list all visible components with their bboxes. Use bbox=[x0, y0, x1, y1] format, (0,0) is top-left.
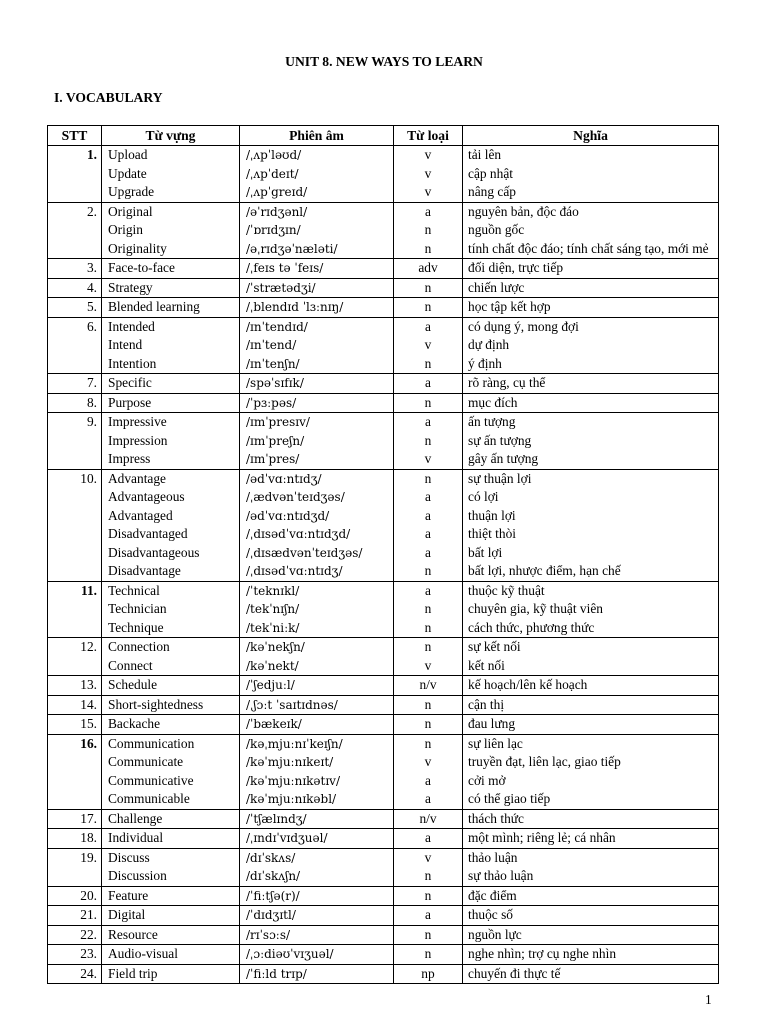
vocab-pos: a bbox=[394, 772, 463, 791]
vocab-word: Update bbox=[102, 165, 240, 184]
vocab-meaning: cởi mở bbox=[463, 772, 719, 791]
vocab-pos: a bbox=[394, 544, 463, 563]
vocab-word: Short-sightedness bbox=[102, 695, 240, 715]
vocab-ipa: /əˌrɪdʒəˈnæləti/ bbox=[240, 240, 394, 259]
vocab-ipa: /kəˈmjuːnɪkəbl/ bbox=[240, 790, 394, 809]
vocab-pos: n/v bbox=[394, 809, 463, 829]
header-pos: Từ loại bbox=[394, 126, 463, 146]
vocab-ipa: /rɪˈsɔːs/ bbox=[240, 925, 394, 945]
entry-number bbox=[48, 790, 102, 809]
entry-number: 11. bbox=[48, 581, 102, 600]
table-row bbox=[48, 753, 719, 772]
vocab-pos: n bbox=[394, 715, 463, 735]
vocab-word: Original bbox=[102, 202, 240, 221]
vocab-word: Disadvantageous bbox=[102, 544, 240, 563]
entry-number bbox=[48, 432, 102, 451]
vocab-ipa: /ɪmˈpres/ bbox=[240, 450, 394, 469]
table-row bbox=[48, 202, 719, 221]
vocab-ipa: /ˈfiːtʃə(r)/ bbox=[240, 886, 394, 906]
vocab-word: Impress bbox=[102, 450, 240, 469]
vocab-word: Connect bbox=[102, 657, 240, 676]
table-row bbox=[48, 600, 719, 619]
vocab-word: Upgrade bbox=[102, 183, 240, 202]
vocab-pos: v bbox=[394, 657, 463, 676]
entry-number: 3. bbox=[48, 259, 102, 279]
vocab-ipa: /kəˌmjuːnɪˈkeɪʃn/ bbox=[240, 734, 394, 753]
vocab-meaning: bất lợi, nhược điểm, hạn chế bbox=[463, 562, 719, 581]
vocab-word: Field trip bbox=[102, 964, 240, 984]
entry-number bbox=[48, 450, 102, 469]
vocab-pos: a bbox=[394, 790, 463, 809]
header-stt: STT bbox=[48, 126, 102, 146]
entry-number bbox=[48, 772, 102, 791]
entry-number bbox=[48, 240, 102, 259]
vocab-meaning: sự kết nối bbox=[463, 638, 719, 657]
vocab-pos: a bbox=[394, 906, 463, 926]
vocab-ipa: /ˌʌpˈgreɪd/ bbox=[240, 183, 394, 202]
vocab-pos: a bbox=[394, 507, 463, 526]
vocab-word: Resource bbox=[102, 925, 240, 945]
vocab-ipa: /ˌʌpˈləʊd/ bbox=[240, 146, 394, 165]
table-row bbox=[48, 638, 719, 657]
vocab-ipa: /ˈteknɪkl/ bbox=[240, 581, 394, 600]
vocab-ipa: /ˌʃɔːt ˈsaɪtɪdnəs/ bbox=[240, 695, 394, 715]
vocab-word: Purpose bbox=[102, 393, 240, 413]
table-row bbox=[48, 221, 719, 240]
vocab-pos: v bbox=[394, 848, 463, 867]
page-number: 1 bbox=[705, 992, 712, 1007]
vocab-word: Impressive bbox=[102, 413, 240, 432]
vocab-word: Advantageous bbox=[102, 488, 240, 507]
vocab-word: Intended bbox=[102, 317, 240, 336]
vocab-pos: v bbox=[394, 165, 463, 184]
vocab-ipa: /dɪˈskʌs/ bbox=[240, 848, 394, 867]
vocab-pos: n/v bbox=[394, 676, 463, 696]
vocab-word: Advantage bbox=[102, 469, 240, 488]
vocab-ipa: /ɪmˈpreʃn/ bbox=[240, 432, 394, 451]
entry-number: 24. bbox=[48, 964, 102, 984]
table-row bbox=[48, 619, 719, 638]
vocab-word: Digital bbox=[102, 906, 240, 926]
vocab-word: Communicate bbox=[102, 753, 240, 772]
vocab-word: Origin bbox=[102, 221, 240, 240]
entry-number bbox=[48, 657, 102, 676]
vocab-meaning: học tập kết hợp bbox=[463, 298, 719, 318]
vocab-ipa: /ɪnˈtendɪd/ bbox=[240, 317, 394, 336]
vocab-word: Impression bbox=[102, 432, 240, 451]
table-row bbox=[48, 317, 719, 336]
table-row bbox=[48, 772, 719, 791]
vocab-meaning: nâng cấp bbox=[463, 183, 719, 202]
entry-number: 13. bbox=[48, 676, 102, 696]
vocab-ipa: /kəˈmjuːnɪkeɪt/ bbox=[240, 753, 394, 772]
entry-number bbox=[48, 600, 102, 619]
vocab-ipa: /ˈʃedjuːl/ bbox=[240, 676, 394, 696]
vocab-word: Individual bbox=[102, 829, 240, 849]
entry-number bbox=[48, 165, 102, 184]
table-row bbox=[48, 676, 719, 696]
vocab-meaning: nguyên bản, độc đáo bbox=[463, 202, 719, 221]
vocab-meaning: đặc điểm bbox=[463, 886, 719, 906]
vocab-pos: n bbox=[394, 393, 463, 413]
vocab-pos: a bbox=[394, 525, 463, 544]
entry-number bbox=[48, 544, 102, 563]
vocab-word: Originality bbox=[102, 240, 240, 259]
vocab-ipa: /ɪmˈpresɪv/ bbox=[240, 413, 394, 432]
table-row bbox=[48, 278, 719, 298]
entry-number: 7. bbox=[48, 374, 102, 394]
entry-number: 22. bbox=[48, 925, 102, 945]
vocab-meaning: mục đích bbox=[463, 393, 719, 413]
vocab-ipa: /ˌfeɪs tə ˈfeɪs/ bbox=[240, 259, 394, 279]
vocab-ipa: /tekˈnɪʃn/ bbox=[240, 600, 394, 619]
vocab-ipa: /ˌɪndɪˈvɪdʒuəl/ bbox=[240, 829, 394, 849]
vocab-word: Technician bbox=[102, 600, 240, 619]
table-row bbox=[48, 355, 719, 374]
vocab-word: Communicable bbox=[102, 790, 240, 809]
table-row bbox=[48, 336, 719, 355]
vocab-pos: n bbox=[394, 945, 463, 965]
vocab-meaning: thiệt thòi bbox=[463, 525, 719, 544]
vocab-meaning: nguồn lực bbox=[463, 925, 719, 945]
vocab-pos: a bbox=[394, 829, 463, 849]
vocab-meaning: rõ ràng, cụ thể bbox=[463, 374, 719, 394]
vocab-meaning: thuộc kỹ thuật bbox=[463, 581, 719, 600]
vocab-ipa: /ɪnˈtenʃn/ bbox=[240, 355, 394, 374]
vocab-meaning: thảo luận bbox=[463, 848, 719, 867]
entry-number bbox=[48, 183, 102, 202]
vocab-word: Technical bbox=[102, 581, 240, 600]
vocab-ipa: /ˌdɪsədˈvɑːntɪdʒd/ bbox=[240, 525, 394, 544]
vocab-word: Backache bbox=[102, 715, 240, 735]
table-row bbox=[48, 925, 719, 945]
table-row bbox=[48, 829, 719, 849]
vocab-ipa: /ˌdɪsædvənˈteɪdʒəs/ bbox=[240, 544, 394, 563]
table-row bbox=[48, 657, 719, 676]
vocab-meaning: cập nhật bbox=[463, 165, 719, 184]
vocab-meaning: gây ấn tượng bbox=[463, 450, 719, 469]
vocab-pos: v bbox=[394, 450, 463, 469]
vocab-pos: a bbox=[394, 581, 463, 600]
vocab-word: Connection bbox=[102, 638, 240, 657]
vocab-meaning: có dụng ý, mong đợi bbox=[463, 317, 719, 336]
table-row bbox=[48, 809, 719, 829]
vocab-pos: v bbox=[394, 146, 463, 165]
entry-number: 9. bbox=[48, 413, 102, 432]
entry-number: 2. bbox=[48, 202, 102, 221]
vocab-meaning: bất lợi bbox=[463, 544, 719, 563]
vocab-ipa: /ˌɔːdiəʊˈvɪʒuəl/ bbox=[240, 945, 394, 965]
vocab-meaning: chuyên gia, kỹ thuật viên bbox=[463, 600, 719, 619]
vocab-meaning: dự định bbox=[463, 336, 719, 355]
table-row bbox=[48, 867, 719, 886]
table-row bbox=[48, 450, 719, 469]
vocab-ipa: /ˈtʃælɪndʒ/ bbox=[240, 809, 394, 829]
vocab-meaning: kết nối bbox=[463, 657, 719, 676]
entry-number: 16. bbox=[48, 734, 102, 753]
table-row bbox=[48, 393, 719, 413]
vocab-meaning: nghe nhìn; trợ cụ nghe nhìn bbox=[463, 945, 719, 965]
vocab-word: Face-to-face bbox=[102, 259, 240, 279]
vocab-ipa: /tekˈniːk/ bbox=[240, 619, 394, 638]
entry-number: 20. bbox=[48, 886, 102, 906]
vocab-ipa: /dɪˈskʌʃn/ bbox=[240, 867, 394, 886]
document-title: UNIT 8. NEW WAYS TO LEARN bbox=[285, 54, 483, 69]
header-word: Từ vựng bbox=[102, 126, 240, 146]
vocab-pos: n bbox=[394, 619, 463, 638]
table-row bbox=[48, 432, 719, 451]
vocab-pos: a bbox=[394, 413, 463, 432]
vocab-meaning: sự thảo luận bbox=[463, 867, 719, 886]
vocab-meaning: thuận lợi bbox=[463, 507, 719, 526]
vocab-word: Schedule bbox=[102, 676, 240, 696]
table-row bbox=[48, 790, 719, 809]
table-row bbox=[48, 469, 719, 488]
vocab-word: Intention bbox=[102, 355, 240, 374]
entry-number: 8. bbox=[48, 393, 102, 413]
entry-number: 10. bbox=[48, 469, 102, 488]
vocab-ipa: /ˌædvənˈteɪdʒəs/ bbox=[240, 488, 394, 507]
table-row bbox=[48, 413, 719, 432]
vocab-pos: n bbox=[394, 432, 463, 451]
vocab-pos: n bbox=[394, 278, 463, 298]
vocab-meaning: một mình; riêng lẻ; cá nhân bbox=[463, 829, 719, 849]
vocab-ipa: /kəˈnekt/ bbox=[240, 657, 394, 676]
vocab-meaning: tính chất độc đáo; tính chất sáng tạo, mới mẻ bbox=[463, 240, 719, 259]
entry-number: 15. bbox=[48, 715, 102, 735]
entry-number bbox=[48, 867, 102, 886]
vocab-pos: adv bbox=[394, 259, 463, 279]
entry-number bbox=[48, 336, 102, 355]
table-row bbox=[48, 562, 719, 581]
table-row bbox=[48, 165, 719, 184]
vocab-word: Challenge bbox=[102, 809, 240, 829]
vocab-pos: n bbox=[394, 221, 463, 240]
vocab-meaning: thuộc số bbox=[463, 906, 719, 926]
vocab-word: Disadvantage bbox=[102, 562, 240, 581]
vocab-meaning: sự liên lạc bbox=[463, 734, 719, 753]
vocab-pos: v bbox=[394, 336, 463, 355]
vocab-meaning: nguồn gốc bbox=[463, 221, 719, 240]
table-row bbox=[48, 906, 719, 926]
entry-number: 4. bbox=[48, 278, 102, 298]
entry-number bbox=[48, 562, 102, 581]
vocab-pos: a bbox=[394, 374, 463, 394]
table-row bbox=[48, 544, 719, 563]
vocab-ipa: /ɪnˈtend/ bbox=[240, 336, 394, 355]
vocab-meaning: có thể giao tiếp bbox=[463, 790, 719, 809]
vocab-pos: v bbox=[394, 183, 463, 202]
vocab-word: Communicative bbox=[102, 772, 240, 791]
entry-number: 5. bbox=[48, 298, 102, 318]
vocab-pos: n bbox=[394, 886, 463, 906]
table-row bbox=[48, 695, 719, 715]
vocab-ipa: /kəˈnekʃn/ bbox=[240, 638, 394, 657]
vocab-meaning: kế hoạch/lên kế hoạch bbox=[463, 676, 719, 696]
table-row bbox=[48, 488, 719, 507]
table-row bbox=[48, 183, 719, 202]
table-row bbox=[48, 146, 719, 165]
entry-number: 19. bbox=[48, 848, 102, 867]
table-row bbox=[48, 964, 719, 984]
entry-number: 23. bbox=[48, 945, 102, 965]
vocab-ipa: /ˌblendɪd ˈlɜːnɪŋ/ bbox=[240, 298, 394, 318]
table-row bbox=[48, 259, 719, 279]
vocab-pos: v bbox=[394, 753, 463, 772]
table-row bbox=[48, 581, 719, 600]
vocab-word: Strategy bbox=[102, 278, 240, 298]
table-row bbox=[48, 886, 719, 906]
entry-number bbox=[48, 507, 102, 526]
vocab-pos: n bbox=[394, 695, 463, 715]
vocab-pos: n bbox=[394, 734, 463, 753]
entry-number bbox=[48, 355, 102, 374]
table-row bbox=[48, 715, 719, 735]
header-meaning: Nghĩa bbox=[463, 126, 719, 146]
table-row bbox=[48, 507, 719, 526]
entry-number: 12. bbox=[48, 638, 102, 657]
vocab-pos: a bbox=[394, 488, 463, 507]
vocab-meaning: ấn tượng bbox=[463, 413, 719, 432]
vocab-word: Communication bbox=[102, 734, 240, 753]
vocab-meaning: có lợi bbox=[463, 488, 719, 507]
vocab-ipa: /ˈstrætədʒi/ bbox=[240, 278, 394, 298]
entry-number: 18. bbox=[48, 829, 102, 849]
vocab-pos: n bbox=[394, 600, 463, 619]
entry-number: 1. bbox=[48, 146, 102, 165]
vocab-pos: n bbox=[394, 298, 463, 318]
table-row bbox=[48, 525, 719, 544]
vocab-ipa: /ˌʌpˈdeɪt/ bbox=[240, 165, 394, 184]
vocab-word: Upload bbox=[102, 146, 240, 165]
entry-number bbox=[48, 221, 102, 240]
table-row bbox=[48, 298, 719, 318]
vocab-ipa: /ˈbækeɪk/ bbox=[240, 715, 394, 735]
header-ipa: Phiên âm bbox=[240, 126, 394, 146]
vocab-pos: a bbox=[394, 202, 463, 221]
vocab-word: Technique bbox=[102, 619, 240, 638]
vocabulary-table bbox=[47, 125, 719, 984]
entry-number: 21. bbox=[48, 906, 102, 926]
table-row bbox=[48, 374, 719, 394]
vocab-ipa: /ˌdɪsədˈvɑːntɪdʒ/ bbox=[240, 562, 394, 581]
vocab-meaning: chiến lược bbox=[463, 278, 719, 298]
vocab-meaning: thách thức bbox=[463, 809, 719, 829]
vocab-ipa: /ˈdɪdʒɪtl/ bbox=[240, 906, 394, 926]
vocab-meaning: sự thuận lợi bbox=[463, 469, 719, 488]
entry-number: 14. bbox=[48, 695, 102, 715]
vocab-pos: np bbox=[394, 964, 463, 984]
vocab-pos: n bbox=[394, 925, 463, 945]
vocab-meaning: cận thị bbox=[463, 695, 719, 715]
vocab-meaning: đau lưng bbox=[463, 715, 719, 735]
table-row bbox=[48, 848, 719, 867]
table-row bbox=[48, 945, 719, 965]
vocab-meaning: đối diện, trực tiếp bbox=[463, 259, 719, 279]
table-header-row bbox=[48, 126, 719, 146]
table-row bbox=[48, 240, 719, 259]
vocab-ipa: /ədˈvɑːntɪdʒd/ bbox=[240, 507, 394, 526]
vocab-pos: a bbox=[394, 317, 463, 336]
entry-number bbox=[48, 525, 102, 544]
vocab-word: Disadvantaged bbox=[102, 525, 240, 544]
section-heading: I. VOCABULARY bbox=[54, 90, 163, 105]
vocab-ipa: /ˈfiːld trɪp/ bbox=[240, 964, 394, 984]
vocab-word: Discussion bbox=[102, 867, 240, 886]
vocab-pos: n bbox=[394, 355, 463, 374]
vocab-meaning: tải lên bbox=[463, 146, 719, 165]
vocab-pos: n bbox=[394, 240, 463, 259]
entry-number: 17. bbox=[48, 809, 102, 829]
vocab-word: Feature bbox=[102, 886, 240, 906]
vocab-pos: n bbox=[394, 867, 463, 886]
vocab-pos: n bbox=[394, 562, 463, 581]
vocab-word: Discuss bbox=[102, 848, 240, 867]
vocab-ipa: /ˈɒrɪdʒɪn/ bbox=[240, 221, 394, 240]
vocab-word: Specific bbox=[102, 374, 240, 394]
entry-number bbox=[48, 619, 102, 638]
vocab-meaning: ý định bbox=[463, 355, 719, 374]
entry-number bbox=[48, 488, 102, 507]
vocab-meaning: truyền đạt, liên lạc, giao tiếp bbox=[463, 753, 719, 772]
vocab-ipa: /spəˈsɪfɪk/ bbox=[240, 374, 394, 394]
vocabulary-table-body bbox=[48, 146, 719, 984]
vocab-ipa: /əˈrɪdʒənl/ bbox=[240, 202, 394, 221]
vocab-word: Intend bbox=[102, 336, 240, 355]
vocab-word: Blended learning bbox=[102, 298, 240, 318]
vocab-ipa: /ˈpɜːpəs/ bbox=[240, 393, 394, 413]
entry-number bbox=[48, 753, 102, 772]
vocab-word: Advantaged bbox=[102, 507, 240, 526]
vocab-meaning: sự ấn tượng bbox=[463, 432, 719, 451]
vocab-pos: n bbox=[394, 638, 463, 657]
vocab-pos: n bbox=[394, 469, 463, 488]
vocab-word: Audio-visual bbox=[102, 945, 240, 965]
table-row bbox=[48, 734, 719, 753]
vocab-meaning: chuyến đi thực tế bbox=[463, 964, 719, 984]
entry-number: 6. bbox=[48, 317, 102, 336]
vocab-meaning: cách thức, phương thức bbox=[463, 619, 719, 638]
vocab-ipa: /ədˈvɑːntɪdʒ/ bbox=[240, 469, 394, 488]
vocab-ipa: /kəˈmjuːnɪkətɪv/ bbox=[240, 772, 394, 791]
